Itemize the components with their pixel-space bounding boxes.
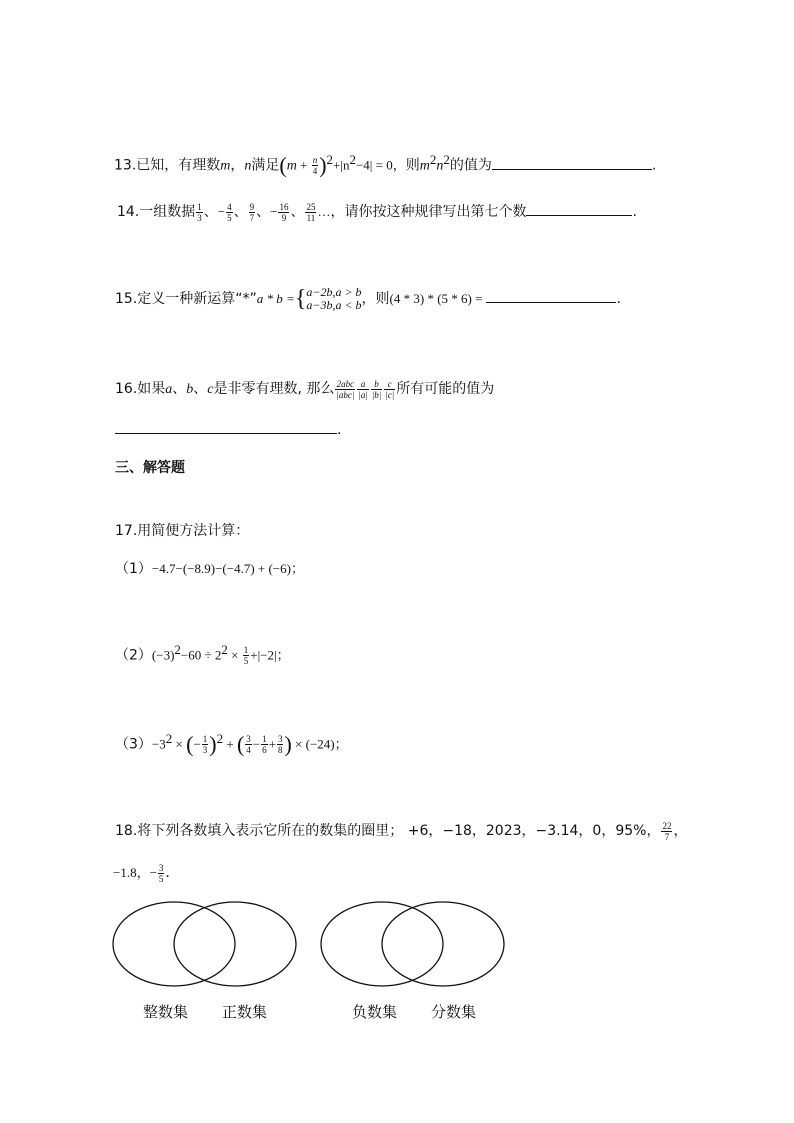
q14-ellipsis: … [317, 204, 331, 219]
q17-p3-a: −3 [151, 736, 166, 752]
section-3-heading: 三、解答题 [115, 460, 185, 476]
q17-p3-label: （3） [115, 736, 152, 753]
q15-case-2: a−3b,a < b [306, 298, 362, 312]
q17-p3-minus: − [193, 736, 201, 752]
q14-sep: 、 [290, 204, 305, 220]
q14-text-a: 一组数据 [139, 204, 196, 220]
q14-sep: 、 [203, 204, 218, 220]
q17-p2-d: +|−2|； [250, 647, 290, 663]
q17-p2-frac: $\frac{1}{5}$ [243, 645, 249, 667]
q17-p3-c: + [223, 736, 237, 752]
q13-exp-n: 2 [443, 152, 450, 167]
q17-p3-exp1: 2 [165, 731, 173, 746]
q13-paren-close: ) [319, 152, 327, 178]
q13-exp-m: 2 [429, 152, 437, 167]
q18-frac-3-5: $\frac{3}{5}$ [158, 862, 164, 884]
venn-label-integer: 整数集 [143, 1003, 189, 1021]
q13-expr-n2: n [436, 158, 444, 174]
q13-var-n: n [244, 158, 252, 174]
q13-end: . [651, 157, 657, 174]
q16-text-c: 所有可能的值为 [396, 381, 495, 397]
q16-frac-4: $\frac{c}{|c|}$ [385, 378, 395, 400]
q13-text-a: 已知，有理数 [136, 157, 221, 174]
q13-exp-2: 2 [326, 152, 334, 167]
q16-frac-3: $\frac{b}{|b|}$ [371, 378, 382, 400]
q13-text-b: 满足 [251, 157, 280, 174]
venn-label-fraction: 分数集 [431, 1003, 477, 1021]
q14-text-b: ，请你按这种规律写出第七个数 [330, 204, 527, 220]
q17-p3-op2: + [268, 736, 276, 752]
q14-sign-4: − [270, 204, 278, 219]
q17-p2-label: （2） [115, 647, 152, 664]
q15-expr-rhs: (4 * 3) * (5 * 6) = [389, 291, 483, 306]
q17-p3-b: × [172, 736, 187, 752]
q17-p3-frac3: $\frac{1}{6}$ [262, 734, 267, 756]
q16-end: . [337, 422, 342, 438]
q13-frac-n-4: $\frac{n}{4}$ [312, 155, 318, 177]
q17-p3-paren1-close: ) [209, 731, 217, 757]
q14-frac-5: $\frac{25}{11}$ [306, 201, 316, 223]
q13-number: 13. [114, 157, 137, 174]
q16-sep: 、 [193, 381, 208, 397]
q13-plus: + [296, 157, 311, 173]
q13-comma: ， [230, 157, 245, 174]
q18-line2-end: . [165, 865, 170, 881]
q16-frac-2: $\frac{a}{|a|}$ [358, 378, 368, 400]
q15-text-b: ，则 [361, 291, 390, 307]
q13-expr-m: m [286, 158, 297, 174]
venn-label-positive: 正数集 [222, 1003, 268, 1021]
q17-p3-paren2-open: ( [236, 731, 245, 757]
q17-p3-exp2: 2 [216, 731, 224, 746]
q15-end: . [616, 291, 621, 307]
q14-sign-2: − [217, 204, 226, 219]
q14-sep: 、 [256, 204, 271, 220]
q16-var-c: c [207, 382, 214, 397]
q16-text-a: 如果 [137, 381, 166, 397]
q13-expr-m2: m [419, 158, 430, 174]
q17-p2-b: −60 ÷ 2 [180, 647, 222, 663]
q17-title: 17.用简便方法计算： [115, 523, 250, 539]
q17-p2-a: (−3) [151, 647, 175, 663]
q13-expr-tail: +|n [333, 157, 350, 173]
q17-p1-expr: −4.7−(−8.9)−(−4.7) + (−6)； [151, 561, 304, 576]
q17-p3-frac4: $\frac{3}{8}$ [277, 734, 283, 756]
q17-p3-d: × (−24)； [291, 736, 348, 752]
q17-p2-exp2: 2 [221, 642, 228, 657]
q15-brace: { [294, 286, 307, 312]
q17-p2-exp1: 2 [174, 642, 181, 657]
q13-expr-tail2: −4| = 0， [355, 157, 406, 173]
q13-paren-open: ( [279, 152, 287, 178]
q17-p2-c: × [227, 647, 242, 663]
q16-var-a: a [165, 382, 173, 397]
q16-number: 16. [115, 381, 138, 397]
q15-text-a: 定义一种新运算“*” [137, 291, 257, 307]
q17-p3-frac2: $\frac{3}{4}$ [246, 734, 251, 756]
q15-expr-lhs: a * b = [256, 291, 295, 306]
q16-sep: 、 [172, 381, 187, 397]
q15-case-1: a−2b,a > b [306, 285, 362, 299]
q14-frac-4: $\frac{16}{9}$ [279, 201, 289, 223]
q13-text-d: 的值为 [449, 157, 492, 174]
q18-frac-22-7: $\frac{22}{7}$ [662, 820, 672, 842]
q13-text-c: 则 [405, 157, 420, 174]
q17-p3-paren2-close: ) [284, 731, 292, 757]
q13-var-m: m [220, 158, 231, 174]
venn-label-negative: 负数集 [352, 1003, 398, 1021]
q18-frac-after: ， [673, 823, 688, 839]
q14-frac-1: $\frac{1}{3}$ [197, 201, 202, 223]
q14-end: . [632, 204, 637, 220]
q18-text: 18.将下列各数填入表示它所在的数集的圈里； +6，−18，2023，−3.14，0，95%， [115, 823, 661, 839]
q17-p3-frac1: $\frac{1}{3}$ [202, 734, 208, 756]
q14-frac-2: $\frac{4}{5}$ [227, 201, 232, 223]
q16-text-b: 是非零有理数, 那么 [213, 381, 335, 397]
q16-var-b: b [186, 382, 194, 397]
q17-p3-op1: − [252, 736, 261, 752]
q14-number: 14. [117, 204, 140, 220]
q17-p3-paren1-open: ( [186, 731, 194, 757]
q14-frac-3: $\frac{9}{7}$ [249, 201, 255, 223]
q17-p1-label: （1） [115, 561, 152, 577]
q14-sep: 、 [233, 204, 248, 220]
q18-line2-a: −1.8，− [113, 865, 157, 880]
q16-frac-1: $\frac{\text{2abc}}{\text{|abc|}}$ [336, 378, 355, 400]
q15-number: 15. [115, 291, 138, 307]
q13-exp-n2: 2 [349, 152, 356, 167]
